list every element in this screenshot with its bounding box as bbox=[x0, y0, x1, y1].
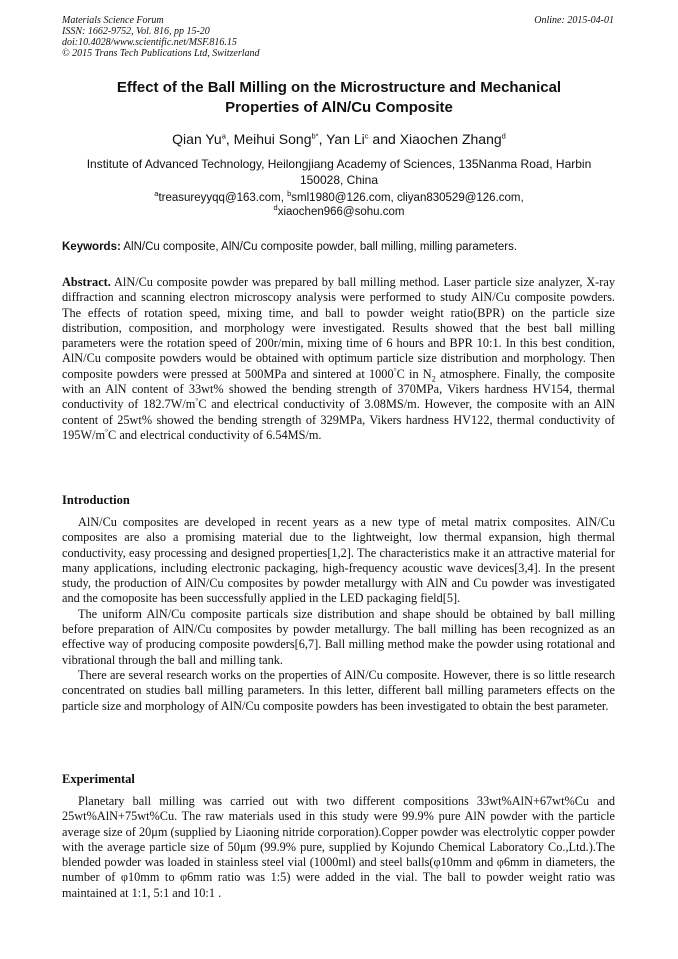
degree-sign: ° bbox=[393, 365, 397, 375]
author-name: Meihui Song bbox=[233, 131, 312, 147]
abstract-text: atmosphere. Finally, the composite with an AlN content of 33wt% showed the bending strength of 370MPa, Vikers hardness HV154, thermal conductivity of 182.7W/m bbox=[62, 366, 615, 412]
email-separator: , bbox=[520, 192, 524, 204]
publication-meta bbox=[62, 15, 260, 59]
author-mark: b* bbox=[311, 131, 319, 141]
abstract-text: AlN/Cu composite powder was prepared by ball milling method. Laser particle size analyzer, X-ray diffraction and scanning electron microscopy analysis were performed to study AlN/Cu composite powders. The effects of rotation speed, mixing time, and ball to powder weight ratio(BPR) on the particle size distribution, composition, and morphology were investigated. Results showed that the best ball milling parameters were the rotation speed of 200r/min, mixing time of 6 hours and BPR 10:1. In this best condition, AlN/Cu composite powders would be obtained with optimum particle size distribution and morphology. Then composite powders were pressed at 500MPa and sintered at 1000 bbox=[62, 275, 615, 381]
degree-sign: ° bbox=[195, 396, 199, 406]
author-mark: c bbox=[364, 131, 369, 141]
email-separator: , bbox=[390, 192, 397, 204]
affiliation-line-1: Institute of Advanced Technology, Heilongjiang Academy of Sciences, 135Nanma Road, Harbin bbox=[86, 157, 592, 171]
abstract-label: Abstract. bbox=[62, 275, 111, 289]
experimental-body bbox=[62, 794, 615, 901]
abstract-text: C in N bbox=[396, 366, 432, 381]
author-name: Xiaochen Zhang bbox=[399, 131, 502, 147]
author-separator: , bbox=[318, 131, 327, 147]
email-mark: d bbox=[273, 203, 278, 213]
abstract-text: C and electrical conductivity of 3.08MS/m. However, the composite with an AlN content of 25wt% showed the bending strength of 329MPa, Vikers hardness HV122, thermal conductivity of 195W/m bbox=[62, 397, 615, 442]
keywords-text: AlN/Cu composite, AlN/Cu composite powder, ball milling, milling parameters. bbox=[123, 241, 518, 253]
introduction-heading: Introduction bbox=[62, 493, 130, 507]
doi-line: doi:10.4028/www.scientific.net/MSF.816.15 bbox=[62, 37, 237, 48]
abstract bbox=[62, 275, 615, 443]
introduction-body bbox=[62, 515, 615, 714]
author-emails bbox=[62, 191, 616, 219]
journal-name: Materials Science Forum bbox=[62, 15, 164, 26]
degree-sign: ° bbox=[105, 426, 109, 436]
author-separator: , bbox=[225, 131, 234, 147]
paragraph: AlN/Cu composites are developed in recent years as a new type of metal matrix composites. AlN/Cu composites are also a promising material due to the lightweight, low thermal expansion, high thermal conductivity, easy processing and designed properties[1,2]. The characteristics make it an attractive material for many applications, including electronic packaging, high-frequency acoustic wave devices[3,4]. In the present study, the production of AlN/Cu composites by powder metallurgy with AlN and Cu powder was investigated and the comoposite has been successfully applied in the LED packaging field[5]. bbox=[62, 515, 615, 606]
email-address[interactable]: cliyan830529@126.com bbox=[396, 192, 521, 204]
email-address[interactable]: treasureyyqq@163.com bbox=[158, 192, 281, 204]
email-mark: b bbox=[287, 189, 292, 199]
email-address[interactable]: sml1980@126.com bbox=[291, 192, 391, 204]
copyright-line: © 2015 Trans Tech Publications Ltd, Switzerland bbox=[62, 48, 260, 59]
keywords bbox=[62, 240, 616, 255]
affiliation-line-2: 150028, China bbox=[299, 173, 379, 187]
author-list bbox=[62, 130, 616, 148]
issn-line: ISSN: 1662-9752, Vol. 816, pp 15-20 bbox=[62, 26, 210, 37]
affiliation bbox=[62, 156, 616, 188]
email-address[interactable]: xiaochen966@sohu.com bbox=[277, 206, 405, 218]
paper-title bbox=[62, 78, 616, 118]
email-separator: , bbox=[280, 192, 288, 204]
title-line-2: Properties of AlN/Cu Composite bbox=[225, 99, 453, 116]
author-name: Yan Li bbox=[326, 131, 365, 147]
experimental-heading: Experimental bbox=[62, 772, 135, 786]
author-separator: and bbox=[368, 131, 400, 147]
title-line-1: Effect of the Ball Milling on the Microstructure and Mechanical bbox=[116, 79, 562, 96]
email-mark: a bbox=[154, 189, 159, 199]
paragraph: There are several research works on the properties of AlN/Cu composite. However, there is so little research concentrated on studies ball milling parameters. In this letter, different ball milling parameters effects on the particle size and morphology of AlN/Cu composite powders has been investigated to obtain the best parameter. bbox=[62, 667, 615, 713]
paragraph: Planetary ball milling was carried out with two different compositions 33wt%AlN+67wt%Cu and 25wt%AlN+75wt%Cu. The raw materials used in this study were 99.9% pure AlN powder with the particle average size of 20μm (supplied by Liaoning nitride corporation).Copper powder was electrolytic copper powder with the average particle size of 50μm (99.9% pure, supplied by Kojundo Chemical Laboratory Co.,Ltd.).The blended powder was loaded in stainless steel vial (1000ml) and steel balls(φ10mm and φ6mm in diameters, the number of φ10mm to φ6mm ratio was 1:5) were added in the vial. The ball to powder weight ratio was maintained at 1:1, 5:1 and 10:1 . bbox=[62, 794, 615, 900]
author-mark: a bbox=[221, 131, 226, 141]
author-mark: d bbox=[501, 131, 506, 141]
paragraph: The uniform AlN/Cu composite particals size distribution and shape should be obtained by ball milling before preparation of AlN/Cu composites by powder metallurgy. The ball milling has been recognized as an effective way of producing composite powders[6,7]. Ball milling method make the powder using rotational and vibrational through the ball and milling tank. bbox=[62, 606, 615, 667]
abstract-text: C and electrical conductivity of 6.54MS/m. bbox=[108, 427, 322, 442]
keywords-label: Keywords: bbox=[62, 241, 121, 253]
author-name: Qian Yu bbox=[172, 131, 222, 147]
subscript-two: 2 bbox=[431, 374, 436, 384]
online-date: Online: 2015-04-01 bbox=[534, 15, 614, 26]
